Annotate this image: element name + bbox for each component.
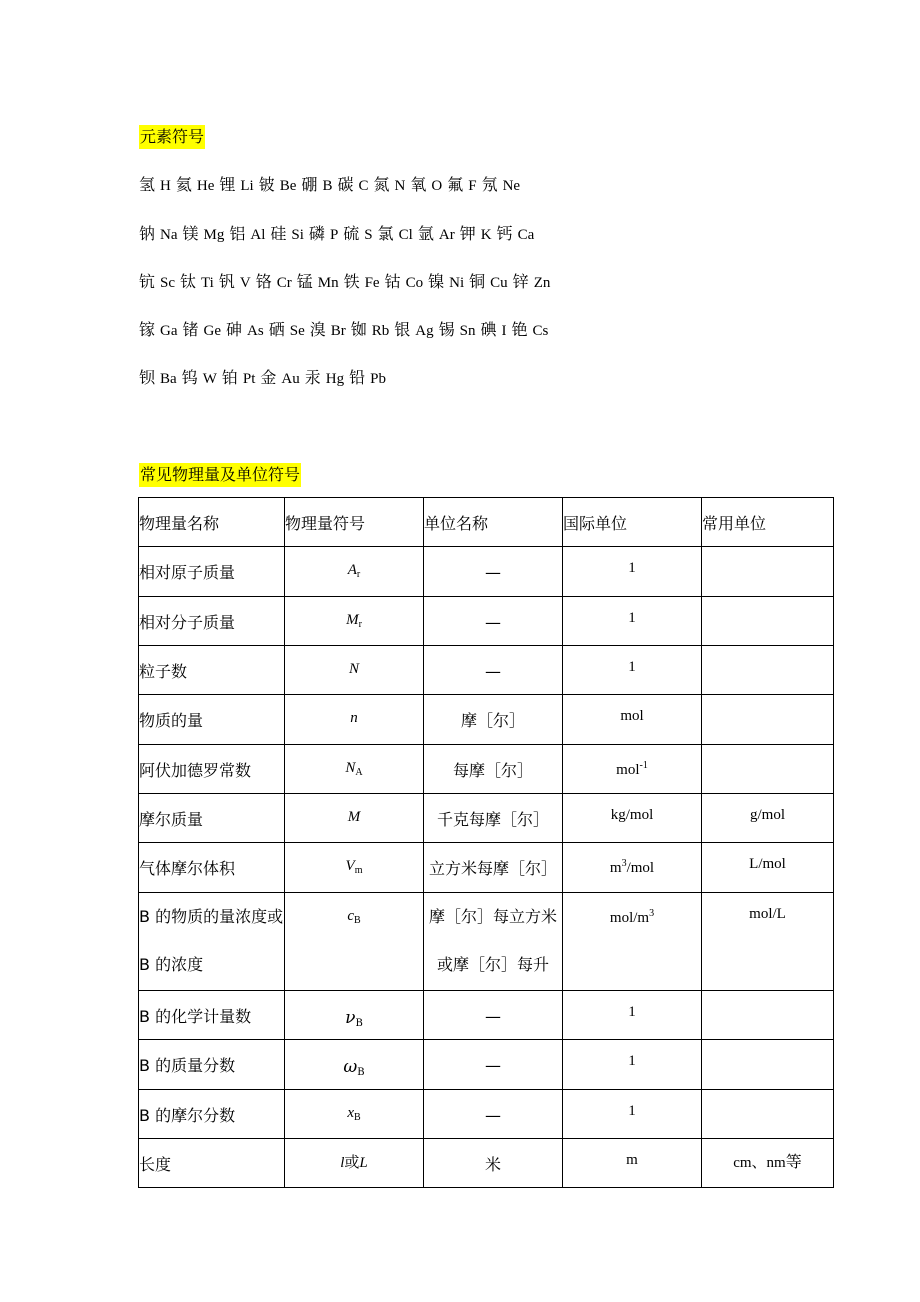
table-row xyxy=(139,1139,834,1188)
si-unit-exponent: -1 xyxy=(639,760,648,771)
element-name: 镓 xyxy=(139,320,156,339)
table-row xyxy=(139,745,834,794)
element-name: 硼 xyxy=(301,175,318,194)
si-unit xyxy=(563,1090,702,1139)
quantity-symbol xyxy=(285,547,424,597)
element-symbol: Pb xyxy=(370,371,386,387)
element-symbol: Cu xyxy=(490,275,508,291)
element-symbol: Ag xyxy=(415,323,434,339)
element-name: 氢 xyxy=(139,175,156,194)
element-name: 硒 xyxy=(268,320,285,339)
unit-name: — xyxy=(424,646,563,695)
common-unit xyxy=(702,745,834,794)
unit-name: 摩［尔］ xyxy=(424,695,563,745)
symbol-connector: 或 xyxy=(344,1153,360,1171)
common-unit xyxy=(702,1139,834,1188)
element-symbol: Be xyxy=(279,178,297,194)
si-unit xyxy=(563,843,702,893)
common-unit-text: cm、nm xyxy=(733,1155,786,1171)
unit-name-line: 或摩［尔］每升 xyxy=(436,955,549,974)
symbol-letter: M xyxy=(346,612,359,628)
element-symbol: Ca xyxy=(517,227,535,243)
element-symbol: S xyxy=(364,227,373,243)
element-symbol: N xyxy=(394,178,406,194)
table-row xyxy=(139,843,834,893)
element-name: 钨 xyxy=(181,368,198,387)
element-name: 氮 xyxy=(373,175,390,194)
si-unit-text: mol xyxy=(616,762,640,778)
table-row xyxy=(139,646,834,695)
quantity-symbol xyxy=(285,794,424,843)
element-name: 钙 xyxy=(496,224,513,243)
si-unit xyxy=(563,893,702,991)
quantity-symbol xyxy=(285,597,424,646)
table-header-row xyxy=(139,498,834,547)
quantity-symbol xyxy=(285,843,424,893)
si-unit-text: /mol xyxy=(626,860,655,876)
element-line xyxy=(139,173,525,197)
element-name: 砷 xyxy=(226,320,243,339)
quantity-name: 气体摩尔体积 xyxy=(139,843,285,893)
element-name: 硫 xyxy=(343,224,360,243)
symbol-subscript: r xyxy=(358,619,362,630)
element-symbol: Ge xyxy=(203,323,222,339)
unit-name: 千克每摩［尔］ xyxy=(424,794,563,843)
si-unit-text: 1 xyxy=(628,659,636,675)
column-header: 物理量名称 xyxy=(139,498,285,547)
common-unit xyxy=(702,893,834,991)
unit-name: — xyxy=(424,1040,563,1090)
element-name: 溴 xyxy=(309,320,326,339)
element-name: 磷 xyxy=(308,224,325,243)
quantity-name: 摩尔质量 xyxy=(139,794,285,843)
si-unit xyxy=(563,745,702,794)
element-symbol: Pt xyxy=(242,371,256,387)
element-symbol: Rb xyxy=(371,323,390,339)
si-unit-text: mol xyxy=(620,708,644,724)
element-name: 锰 xyxy=(296,272,313,291)
element-symbol: Cr xyxy=(276,275,292,291)
element-name: 氟 xyxy=(447,175,464,194)
element-name: 铜 xyxy=(469,272,486,291)
quantity-name: 相对原子质量 xyxy=(139,547,285,597)
element-name: 钠 xyxy=(139,224,156,243)
table-row xyxy=(139,794,834,843)
si-unit-text: mol/m xyxy=(609,910,650,926)
symbol-letter: ω xyxy=(343,1057,358,1077)
table-row xyxy=(139,893,834,991)
element-symbol: Mn xyxy=(317,275,339,291)
element-name: 锡 xyxy=(438,320,455,339)
quantity-symbol xyxy=(285,1139,424,1188)
table-row xyxy=(139,1090,834,1139)
element-name: 钛 xyxy=(180,272,197,291)
si-unit-text: m xyxy=(609,860,622,876)
element-symbol: Ti xyxy=(201,275,214,291)
element-symbol: Ga xyxy=(160,323,178,339)
element-name: 铝 xyxy=(229,224,246,243)
table-row xyxy=(139,597,834,646)
symbol-letter: n xyxy=(350,710,358,726)
quantity-name: 长度 xyxy=(139,1139,285,1188)
element-symbol: Fe xyxy=(364,275,380,291)
element-name: 镍 xyxy=(428,272,445,291)
element-name: 铷 xyxy=(350,320,367,339)
element-name: 锌 xyxy=(512,272,529,291)
element-symbol: Sn xyxy=(459,323,476,339)
element-symbol: H xyxy=(160,178,171,194)
quantity-name: B 的摩尔分数 xyxy=(139,1090,285,1139)
quantity-name xyxy=(139,893,285,991)
element-name: 碳 xyxy=(337,175,354,194)
element-name: 锂 xyxy=(219,175,236,194)
quantity-symbol xyxy=(285,1040,424,1090)
symbol-subscript: A xyxy=(355,767,363,778)
element-name: 锗 xyxy=(182,320,199,339)
element-symbol: Ba xyxy=(160,371,177,387)
common-unit-text: L/mol xyxy=(749,856,786,872)
element-name: 钾 xyxy=(459,224,476,243)
unit-name: — xyxy=(424,991,563,1040)
quantity-symbol xyxy=(285,646,424,695)
element-symbol: Zn xyxy=(533,275,551,291)
element-name: 银 xyxy=(394,320,411,339)
common-unit xyxy=(702,843,834,893)
element-name: 氧 xyxy=(410,175,427,194)
element-name: 镁 xyxy=(182,224,199,243)
element-symbol: O xyxy=(431,178,443,194)
element-symbol: Si xyxy=(291,227,304,243)
si-unit-text: 1 xyxy=(628,560,636,576)
element-name: 铬 xyxy=(255,272,272,291)
symbol-letter: N xyxy=(345,760,356,776)
si-unit-text: 1 xyxy=(628,610,636,626)
quantities-table xyxy=(138,497,834,1188)
element-name: 铍 xyxy=(258,175,275,194)
common-unit xyxy=(702,991,834,1040)
element-symbol: F xyxy=(468,178,477,194)
quantities-heading: 常见物理量及单位符号 xyxy=(139,463,301,487)
unit-name: — xyxy=(424,547,563,597)
symbol-letter: x xyxy=(347,1105,354,1121)
quantity-symbol xyxy=(285,695,424,745)
element-symbol: Na xyxy=(160,227,178,243)
element-symbol: W xyxy=(202,371,217,387)
symbol-subscript: B xyxy=(357,1067,365,1078)
elements-heading: 元素符号 xyxy=(139,125,205,149)
symbol-subscript: B xyxy=(354,915,361,926)
element-symbol: Se xyxy=(289,323,305,339)
element-line xyxy=(139,366,391,390)
quantity-symbol xyxy=(285,1090,424,1139)
table-row xyxy=(139,1040,834,1090)
element-name: 金 xyxy=(260,368,277,387)
element-symbol: Ar xyxy=(438,227,455,243)
common-unit-text: mol/L xyxy=(749,906,786,922)
common-unit xyxy=(702,597,834,646)
element-name: 碘 xyxy=(480,320,497,339)
symbol-subscript: m xyxy=(354,865,363,876)
common-unit-text: 等 xyxy=(785,1152,802,1171)
si-unit xyxy=(563,1040,702,1090)
si-unit xyxy=(563,597,702,646)
quantity-symbol xyxy=(285,745,424,794)
symbol-subscript: B xyxy=(355,1018,363,1029)
si-unit xyxy=(563,695,702,745)
column-header: 常用单位 xyxy=(702,498,834,547)
element-name: 铂 xyxy=(221,368,238,387)
element-name: 氦 xyxy=(175,175,192,194)
element-symbol: V xyxy=(239,275,251,291)
quantity-name: B 的化学计量数 xyxy=(139,991,285,1040)
si-unit-text: 1 xyxy=(628,1053,636,1069)
quantity-name: 物质的量 xyxy=(139,695,285,745)
element-symbol: I xyxy=(501,323,507,339)
element-name: 氩 xyxy=(417,224,434,243)
element-symbol: Li xyxy=(240,178,254,194)
table-row xyxy=(139,547,834,597)
element-name: 氖 xyxy=(481,175,498,194)
si-unit-text: kg/mol xyxy=(610,807,654,823)
symbol-letter: V xyxy=(345,858,355,874)
element-line xyxy=(139,222,539,246)
element-symbol: He xyxy=(196,178,215,194)
symbol-subscript: r xyxy=(356,569,361,580)
common-unit xyxy=(702,1090,834,1139)
element-name: 铅 xyxy=(349,368,366,387)
element-name: 钒 xyxy=(218,272,235,291)
element-symbol: Al xyxy=(250,227,266,243)
element-symbol: Ni xyxy=(449,275,465,291)
si-unit xyxy=(563,991,702,1040)
element-name: 铯 xyxy=(511,320,528,339)
common-unit xyxy=(702,547,834,597)
unit-name-line: 摩［尔］每立方米 xyxy=(428,907,557,926)
element-symbol: Mg xyxy=(203,227,225,243)
element-symbol: B xyxy=(322,178,333,194)
common-unit xyxy=(702,1040,834,1090)
si-unit-text: 1 xyxy=(628,1103,636,1119)
element-name: 铁 xyxy=(343,272,360,291)
element-name: 硅 xyxy=(270,224,287,243)
element-line xyxy=(139,270,555,294)
quantity-name: B 的质量分数 xyxy=(139,1040,285,1090)
symbol-letter: A xyxy=(347,562,357,578)
si-unit xyxy=(563,646,702,695)
element-symbol: Cl xyxy=(398,227,413,243)
si-unit-text: m xyxy=(626,1152,638,1168)
quantity-name-line: B 的物质的量浓度或 xyxy=(139,907,284,926)
si-unit xyxy=(563,794,702,843)
common-unit xyxy=(702,794,834,843)
element-symbol: C xyxy=(358,178,369,194)
element-symbol: Sc xyxy=(160,275,176,291)
element-symbol: K xyxy=(480,227,492,243)
table-row xyxy=(139,991,834,1040)
symbol-letter: M xyxy=(347,809,361,825)
column-header: 国际单位 xyxy=(563,498,702,547)
quantity-name: 粒子数 xyxy=(139,646,285,695)
element-symbol: Hg xyxy=(325,371,345,387)
element-symbol: P xyxy=(329,227,339,243)
symbol-letter: ν xyxy=(345,1008,356,1028)
element-symbol: Au xyxy=(281,371,300,387)
si-unit-text: 1 xyxy=(628,1004,636,1020)
common-unit xyxy=(702,695,834,745)
element-symbol: As xyxy=(247,323,264,339)
symbol-letter: l xyxy=(340,1155,345,1171)
column-header: 物理量符号 xyxy=(285,498,424,547)
unit-name: 米 xyxy=(424,1139,563,1188)
element-name: 钪 xyxy=(139,272,156,291)
element-name: 氯 xyxy=(377,224,394,243)
element-name: 钡 xyxy=(139,368,156,387)
common-unit-text: g/mol xyxy=(749,807,785,823)
element-name: 钴 xyxy=(384,272,401,291)
column-header: 单位名称 xyxy=(424,498,563,547)
element-symbol: Co xyxy=(405,275,424,291)
symbol-letter: c xyxy=(347,908,354,924)
quantity-name-line: B 的浓度 xyxy=(139,955,204,974)
quantity-symbol xyxy=(285,893,424,991)
element-name: 汞 xyxy=(304,368,321,387)
quantity-name: 相对分子质量 xyxy=(139,597,285,646)
element-line xyxy=(139,318,553,342)
quantity-name: 阿伏加德罗常数 xyxy=(139,745,285,794)
element-symbol: Cs xyxy=(532,323,549,339)
symbol-letter: N xyxy=(348,661,359,677)
element-symbol: Ne xyxy=(502,178,521,194)
si-unit xyxy=(563,1139,702,1188)
unit-name: 每摩［尔］ xyxy=(424,745,563,794)
unit-name: — xyxy=(424,1090,563,1139)
si-unit-exponent: 3 xyxy=(621,858,627,869)
unit-name: — xyxy=(424,597,563,646)
quantity-symbol xyxy=(285,991,424,1040)
si-unit-exponent: 3 xyxy=(649,908,655,919)
table-row xyxy=(139,695,834,745)
unit-name xyxy=(424,893,563,991)
symbol-subscript: B xyxy=(354,1112,361,1123)
symbol-letter: L xyxy=(359,1155,368,1171)
si-unit xyxy=(563,547,702,597)
unit-name: 立方米每摩［尔］ xyxy=(424,843,563,893)
common-unit xyxy=(702,646,834,695)
element-symbol: Br xyxy=(330,323,346,339)
